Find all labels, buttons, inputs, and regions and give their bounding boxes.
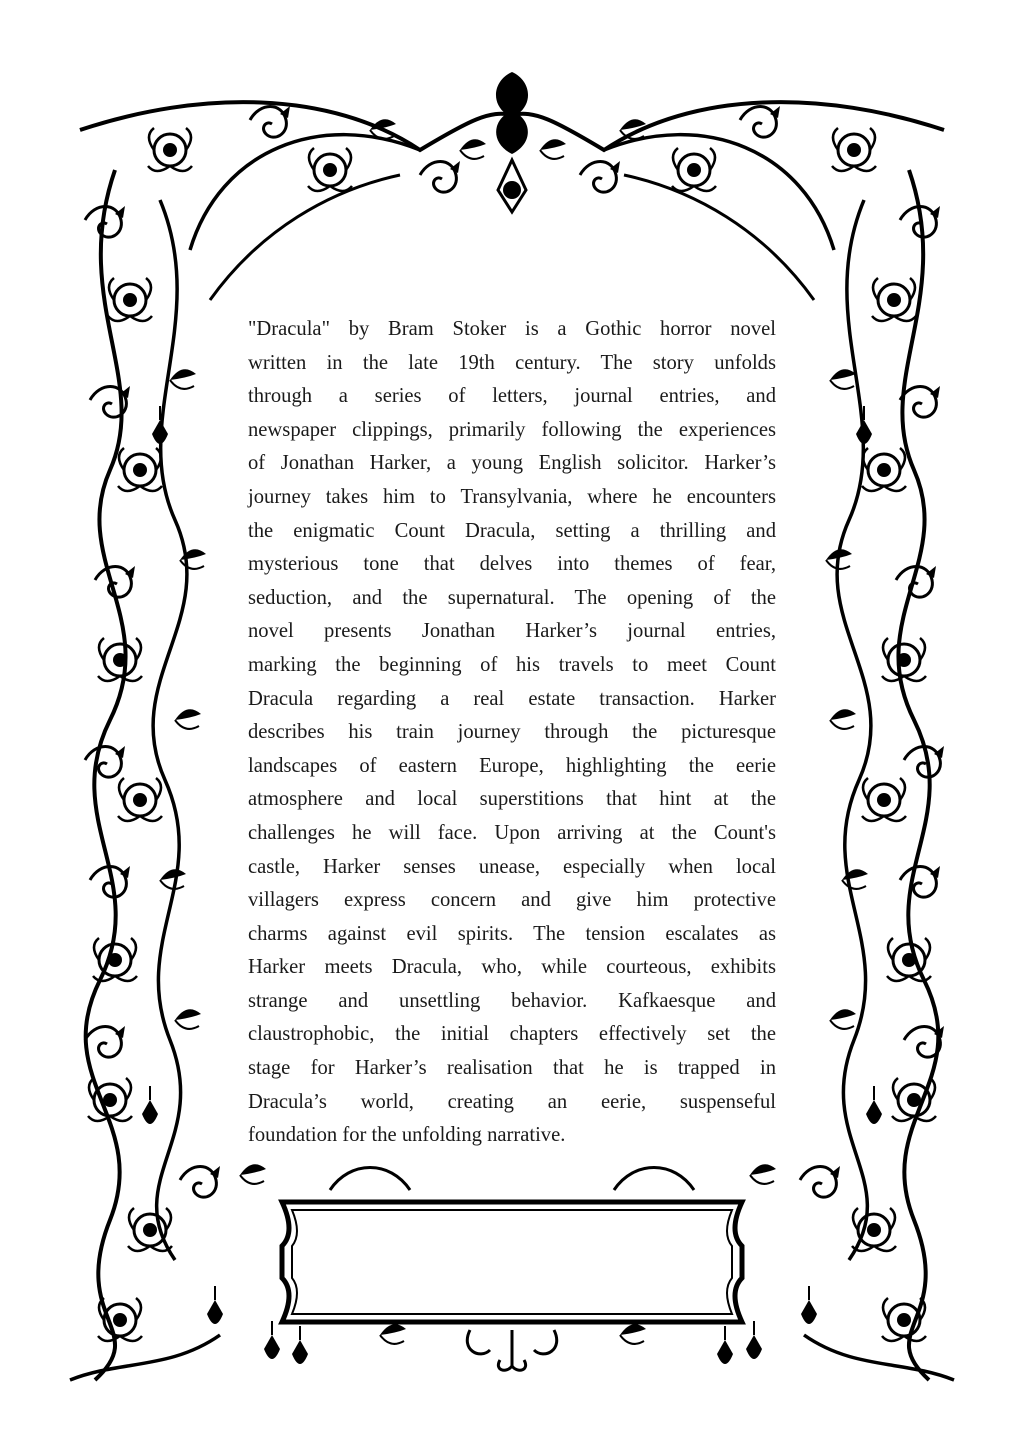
paragraph-line: villagers express concern and give him protective (248, 889, 776, 912)
paragraph-line: novel presents Jonathan Harker’s journal entries, (248, 620, 776, 643)
paragraph-line: challenges he will face. Upon arriving at the Count's (248, 821, 776, 844)
paragraph-line: charms against evil spirits. The tension escalates as (248, 922, 776, 945)
paragraph-line: castle, Harker senses unease, especially when local (248, 855, 776, 878)
paragraph-line: journey takes him to Transylvania, where he encounters (248, 485, 776, 508)
paragraph-line: marking the beginning of his travels to meet Count (248, 653, 776, 676)
paragraph-line: Harker meets Dracula, who, while courteous, exhibits (248, 956, 776, 979)
paragraph-line: the enigmatic Count Dracula, setting a thrilling and (248, 519, 776, 542)
paragraph-line: seduction, and the supernatural. The opening of the (248, 586, 776, 609)
paragraph-line: through a series of letters, journal entries, and (248, 385, 776, 408)
paragraph-line: mysterious tone that delves into themes of fear, (248, 553, 776, 576)
paragraph-line: of Jonathan Harker, a young English solicitor. Harker’s (248, 452, 776, 475)
paragraph-line: foundation for the unfolding narrative. (248, 1124, 566, 1147)
paragraph-line: written in the late 19th century. The story unfolds (248, 351, 776, 374)
paragraph-line: claustrophobic, the initial chapters effectively set the (248, 1023, 776, 1046)
paragraph-line: atmosphere and local superstitions that hint at the (248, 788, 776, 811)
paragraph-line: strange and unsettling behavior. Kafkaesque and (248, 989, 776, 1012)
paragraph-line: "Dracula" by Bram Stoker is a Gothic horror novel (248, 318, 776, 340)
paragraph-line: stage for Harker’s realisation that he is trapped in (248, 1057, 776, 1080)
cartouche-label-plate (262, 1196, 762, 1326)
paragraph-line: landscapes of eastern Europe, highlighting the eerie (248, 754, 776, 777)
paragraph-line: Dracula’s world, creating an eerie, suspenseful (248, 1090, 776, 1113)
paragraph-line: newspaper clippings, primarily following the experiences (248, 418, 776, 441)
paragraph-line: Dracula regarding a real estate transaction. Harker (248, 687, 776, 710)
paragraph-line: describes his train journey through the picturesque (248, 721, 776, 744)
body-paragraph (248, 313, 776, 1153)
